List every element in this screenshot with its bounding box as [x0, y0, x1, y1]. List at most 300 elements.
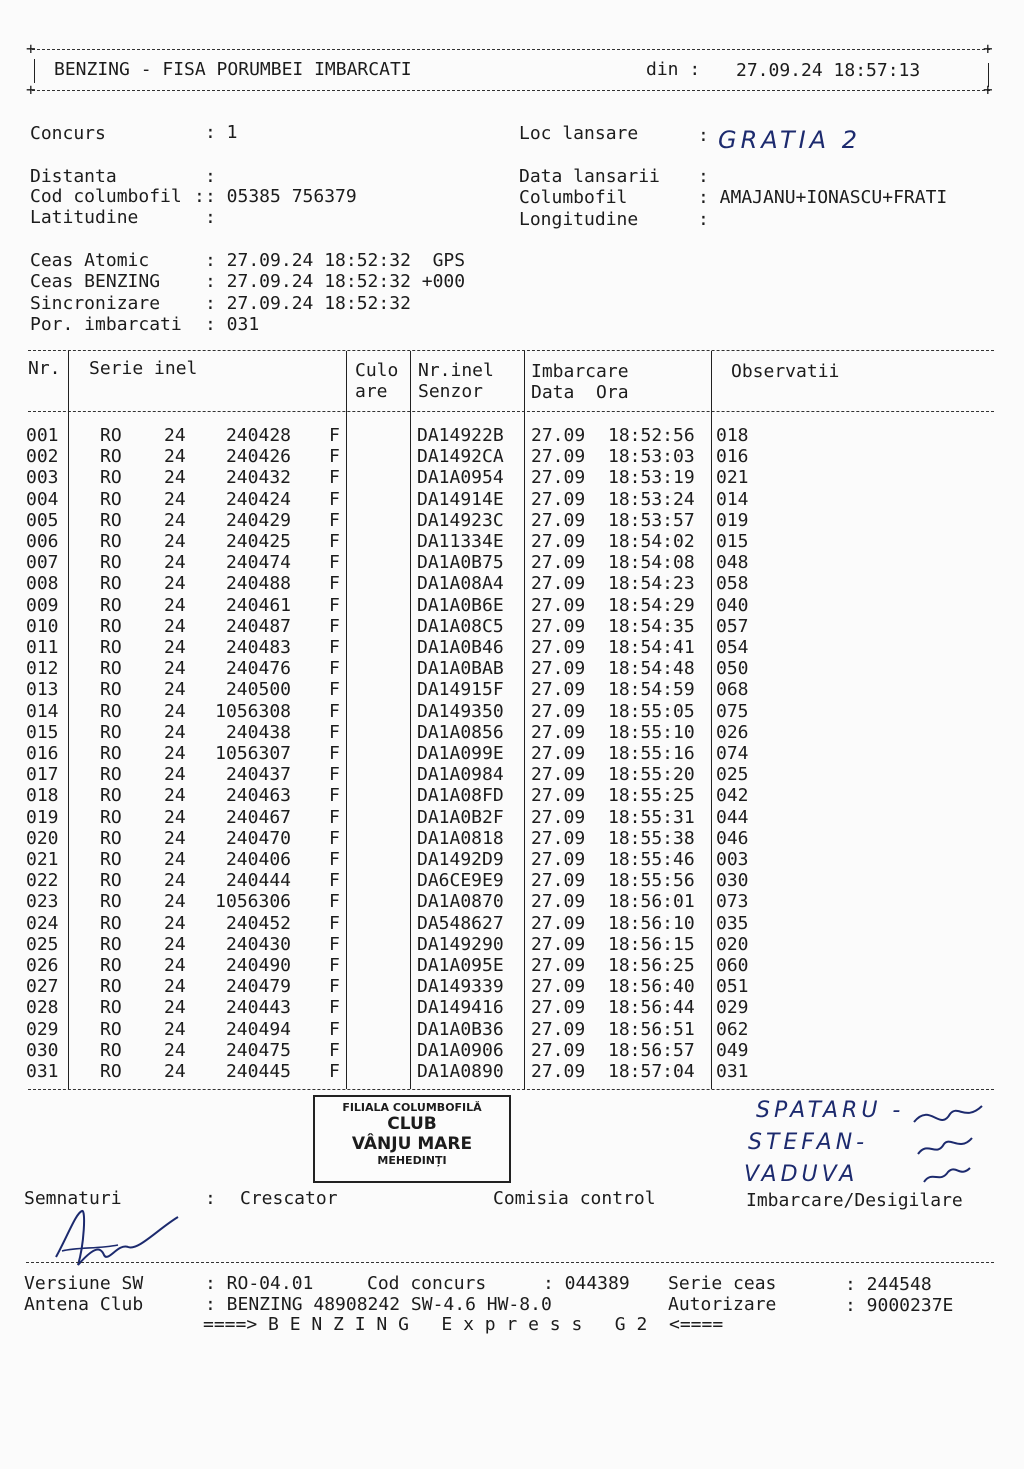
cell-sensor: DA1A0B46	[417, 637, 504, 658]
cell-sensor: DA6CE9E9	[417, 870, 504, 891]
cell-time: 18:55:20	[608, 764, 695, 785]
cell-sensor: DA1A08C5	[417, 616, 504, 637]
header-nr: Nr.	[28, 358, 61, 379]
cell-observatii: 058	[716, 573, 749, 594]
cell-country: RO	[100, 849, 122, 870]
autorizare-label: Autorizare	[668, 1294, 777, 1315]
cell-ring-number: 240470	[225, 828, 291, 849]
cell-time: 18:55:38	[608, 828, 695, 849]
cell-date: 27.09	[531, 870, 586, 891]
cell-observatii: 057	[716, 616, 749, 637]
cell-country: RO	[100, 616, 122, 637]
header-nr-inel: Nr.inel	[418, 360, 494, 381]
cell-nr: 014	[26, 701, 59, 722]
cell-observatii: 025	[716, 764, 749, 785]
cell-sensor: DA1492D9	[417, 849, 504, 870]
cell-country: RO	[100, 828, 122, 849]
cell-year: 24	[164, 510, 186, 531]
cell-sensor: DA149339	[417, 976, 504, 997]
cell-nr: 003	[26, 467, 59, 488]
por-imbarcati-value: : 031	[205, 314, 260, 335]
cell-time: 18:55:25	[608, 785, 695, 806]
cell-year: 24	[164, 955, 186, 976]
cod-concurs-label: Cod concurs	[367, 1273, 487, 1294]
cell-country: RO	[100, 934, 122, 955]
cell-year: 24	[164, 934, 186, 955]
cell-sensor: DA1A0870	[417, 891, 504, 912]
corner-mark: +	[26, 80, 36, 99]
cell-year: 24	[164, 764, 186, 785]
header-observatii: Observatii	[731, 361, 840, 382]
cell-ring-number: 240437	[225, 764, 291, 785]
cell-sensor: DA1A08FD	[417, 785, 504, 806]
cell-ring-number: 240488	[225, 573, 291, 594]
concurs-value: : 1	[205, 122, 238, 143]
serie-ceas-label: Serie ceas	[668, 1273, 777, 1294]
cell-date: 27.09	[531, 679, 586, 700]
cell-country: RO	[100, 489, 122, 510]
cell-observatii: 049	[716, 1040, 749, 1061]
cell-date: 27.09	[531, 828, 586, 849]
cell-year: 24	[164, 743, 186, 764]
cell-country: RO	[100, 467, 122, 488]
cell-sensor: DA11334E	[417, 531, 504, 552]
cell-year: 24	[164, 997, 186, 1018]
cell-sex: F	[329, 955, 340, 976]
header-right-border	[988, 63, 989, 87]
cell-date: 27.09	[531, 616, 586, 637]
cell-date: 27.09	[531, 1019, 586, 1040]
distanta-label: Distanta	[30, 166, 117, 187]
cell-country: RO	[100, 1061, 122, 1082]
cell-time: 18:55:46	[608, 849, 695, 870]
cell-date: 27.09	[531, 764, 586, 785]
cell-sex: F	[329, 828, 340, 849]
cell-nr: 012	[26, 658, 59, 679]
longitudine-label: Longitudine	[519, 209, 639, 230]
cell-sex: F	[329, 489, 340, 510]
sincronizare-label: Sincronizare	[30, 293, 161, 314]
stamp-line-4: MEHEDINȚI	[377, 1154, 447, 1167]
cell-nr: 022	[26, 870, 59, 891]
data-lansarii-value: :	[698, 166, 709, 187]
cell-country: RO	[100, 679, 122, 700]
cell-date: 27.09	[531, 510, 586, 531]
cell-country: RO	[100, 764, 122, 785]
breeder-signature	[48, 1205, 188, 1275]
cell-year: 24	[164, 870, 186, 891]
cell-nr: 031	[26, 1061, 59, 1082]
columbofil-label: Columbofil	[519, 187, 628, 208]
cell-nr: 021	[26, 849, 59, 870]
cell-nr: 016	[26, 743, 59, 764]
cell-sensor: DA1A0906	[417, 1040, 504, 1061]
cell-nr: 007	[26, 552, 59, 573]
cell-time: 18:54:23	[608, 573, 695, 594]
header-senzor: Senzor	[418, 381, 484, 402]
cell-year: 24	[164, 489, 186, 510]
cell-sensor: DA1A08A4	[417, 573, 504, 594]
cell-nr: 029	[26, 1019, 59, 1040]
cell-sex: F	[329, 913, 340, 934]
cell-time: 18:54:29	[608, 595, 695, 616]
cell-time: 18:52:56	[608, 425, 695, 446]
cell-ring-number: 1056308	[215, 701, 291, 722]
cell-sensor: DA1A0890	[417, 1061, 504, 1082]
cell-date: 27.09	[531, 637, 586, 658]
cell-time: 18:56:15	[608, 934, 695, 955]
cell-time: 18:56:57	[608, 1040, 695, 1061]
cell-time: 18:56:25	[608, 955, 695, 976]
ceas-atomic-value: : 27.09.24 18:52:32 GPS	[205, 250, 466, 271]
cell-country: RO	[100, 1040, 122, 1061]
cell-ring-number: 240444	[225, 870, 291, 891]
table-bottom-border	[28, 1089, 994, 1090]
cell-sex: F	[329, 595, 340, 616]
cell-ring-number: 240430	[225, 934, 291, 955]
cell-year: 24	[164, 701, 186, 722]
cell-ring-number: 240474	[225, 552, 291, 573]
concurs-label: Concurs	[30, 123, 106, 144]
cell-date: 27.09	[531, 722, 586, 743]
cell-observatii: 021	[716, 467, 749, 488]
cell-ring-number: 240432	[225, 467, 291, 488]
cell-country: RO	[100, 785, 122, 806]
cell-time: 18:56:10	[608, 913, 695, 934]
cell-country: RO	[100, 743, 122, 764]
cell-time: 18:55:31	[608, 807, 695, 828]
din-value: 27.09.24 18:57:13	[736, 60, 921, 81]
cell-country: RO	[100, 701, 122, 722]
benzing-brand-line: ====> B E N Z I N G E x p r e s s G 2 <====	[203, 1314, 724, 1335]
cell-observatii: 075	[716, 701, 749, 722]
cod-columbofil-value: : 05385 756379	[205, 186, 357, 207]
cell-nr: 019	[26, 807, 59, 828]
header-culoare: Culo	[355, 360, 399, 381]
antena-club-label: Antena Club	[24, 1294, 144, 1315]
cell-ring-number: 240424	[225, 489, 291, 510]
header-serie-inel: Serie inel	[89, 358, 198, 379]
table-header-bottom-border	[28, 411, 994, 412]
cell-ring-number: 240445	[225, 1061, 291, 1082]
cell-date: 27.09	[531, 573, 586, 594]
cell-nr: 001	[26, 425, 59, 446]
cell-observatii: 060	[716, 955, 749, 976]
cell-nr: 005	[26, 510, 59, 531]
cell-country: RO	[100, 807, 122, 828]
cell-sensor: DA14914E	[417, 489, 504, 510]
cell-time: 18:56:44	[608, 997, 695, 1018]
cell-sensor: DA1A0B2F	[417, 807, 504, 828]
cod-columbofil-label: Cod columbofil	[30, 186, 182, 207]
cell-ring-number: 240467	[225, 807, 291, 828]
cell-ring-number: 240429	[225, 510, 291, 531]
cell-sex: F	[329, 934, 340, 955]
cell-date: 27.09	[531, 701, 586, 722]
cell-sensor: DA1A0954	[417, 467, 504, 488]
stamp-line-3: VÂNJU MARE	[351, 1134, 473, 1154]
cell-date: 27.09	[531, 955, 586, 976]
versiune-sw-label: Versiune SW	[24, 1273, 144, 1294]
cell-date: 27.09	[531, 891, 586, 912]
cell-sex: F	[329, 870, 340, 891]
cell-date: 27.09	[531, 1040, 586, 1061]
cell-observatii: 026	[716, 722, 749, 743]
cell-time: 18:53:19	[608, 467, 695, 488]
cell-year: 24	[164, 785, 186, 806]
crescator-label: Crescator	[240, 1188, 338, 1209]
cell-year: 24	[164, 722, 186, 743]
cell-time: 18:54:41	[608, 637, 695, 658]
cell-nr: 013	[26, 679, 59, 700]
cell-year: 24	[164, 595, 186, 616]
handwritten-name-1: SPATARU -	[756, 1098, 905, 1123]
ceas-benzing-label: Ceas BENZING	[30, 271, 161, 292]
cell-observatii: 020	[716, 934, 749, 955]
autorizare-value: : 9000237E	[845, 1295, 954, 1316]
stamp-line-1: FILIALA COLUMBOFILĂ	[342, 1101, 482, 1114]
cell-year: 24	[164, 573, 186, 594]
cell-year: 24	[164, 552, 186, 573]
antena-club-value: : BENZING 48908242 SW-4.6 HW-8.0	[205, 1294, 552, 1315]
cell-nr: 020	[26, 828, 59, 849]
cell-ring-number: 240438	[225, 722, 291, 743]
cell-ring-number: 240426	[225, 446, 291, 467]
cell-sex: F	[329, 997, 340, 1018]
column-separator	[410, 351, 411, 1089]
cell-sensor: DA1A0984	[417, 764, 504, 785]
cell-year: 24	[164, 1019, 186, 1040]
cell-sex: F	[329, 637, 340, 658]
cell-country: RO	[100, 446, 122, 467]
cell-year: 24	[164, 1061, 186, 1082]
cell-time: 18:55:10	[608, 722, 695, 743]
cell-date: 27.09	[531, 807, 586, 828]
cell-date: 27.09	[531, 552, 586, 573]
cell-time: 18:56:01	[608, 891, 695, 912]
cell-ring-number: 1056307	[215, 743, 291, 764]
cell-country: RO	[100, 955, 122, 976]
cell-nr: 017	[26, 764, 59, 785]
club-stamp	[313, 1095, 511, 1183]
header-top-border	[32, 49, 990, 50]
cell-sex: F	[329, 1019, 340, 1040]
cell-time: 18:53:57	[608, 510, 695, 531]
cell-ring-number: 240483	[225, 637, 291, 658]
cell-date: 27.09	[531, 913, 586, 934]
cell-date: 27.09	[531, 976, 586, 997]
cell-year: 24	[164, 467, 186, 488]
table-top-border	[28, 350, 994, 351]
cell-sensor: DA1A0BAB	[417, 658, 504, 679]
cell-observatii: 042	[716, 785, 749, 806]
cell-observatii: 030	[716, 870, 749, 891]
cell-sex: F	[329, 658, 340, 679]
cell-sensor: DA548627	[417, 913, 504, 934]
cell-observatii: 016	[716, 446, 749, 467]
cell-sensor: DA1A0856	[417, 722, 504, 743]
cell-date: 27.09	[531, 489, 586, 510]
cell-nr: 025	[26, 934, 59, 955]
cell-sensor: DA1A099E	[417, 743, 504, 764]
cell-year: 24	[164, 425, 186, 446]
cell-observatii: 014	[716, 489, 749, 510]
cell-sensor: DA1A0B6E	[417, 595, 504, 616]
din-label: din :	[646, 59, 701, 80]
handwritten-name-3: VADUVA	[744, 1162, 859, 1187]
cell-sex: F	[329, 976, 340, 997]
cell-sex: F	[329, 616, 340, 637]
cell-ring-number: 1056306	[215, 891, 291, 912]
handwritten-initials	[910, 1092, 990, 1187]
cell-nr: 004	[26, 489, 59, 510]
latitudine-value: :	[205, 207, 216, 228]
cell-sensor: DA14915F	[417, 679, 504, 700]
cell-country: RO	[100, 658, 122, 679]
cell-year: 24	[164, 976, 186, 997]
cell-sex: F	[329, 1040, 340, 1061]
sincronizare-value: : 27.09.24 18:52:32	[205, 293, 411, 314]
cell-sex: F	[329, 701, 340, 722]
cell-sensor: DA14922B	[417, 425, 504, 446]
semnaturi-label: Semnaturi	[24, 1188, 122, 1209]
cell-nr: 028	[26, 997, 59, 1018]
cell-time: 18:53:24	[608, 489, 695, 510]
cell-country: RO	[100, 573, 122, 594]
cell-observatii: 068	[716, 679, 749, 700]
document-title: BENZING - FISA PORUMBEI IMBARCATI	[54, 59, 412, 80]
corner-mark: +	[983, 39, 993, 58]
columbofil-value: : AMAJANU+IONASCU+FRATI	[698, 187, 948, 208]
cell-country: RO	[100, 425, 122, 446]
corner-mark: +	[983, 80, 993, 99]
cod-concurs-value: : 044389	[543, 1273, 630, 1294]
cell-nr: 026	[26, 955, 59, 976]
cell-sex: F	[329, 722, 340, 743]
cell-nr: 024	[26, 913, 59, 934]
cell-country: RO	[100, 1019, 122, 1040]
cell-date: 27.09	[531, 595, 586, 616]
cell-sex: F	[329, 467, 340, 488]
cell-year: 24	[164, 531, 186, 552]
cell-year: 24	[164, 679, 186, 700]
cell-sex: F	[329, 425, 340, 446]
cell-ring-number: 240479	[225, 976, 291, 997]
cell-observatii: 019	[716, 510, 749, 531]
cell-sex: F	[329, 510, 340, 531]
cell-observatii: 050	[716, 658, 749, 679]
header-culoare-2: are	[355, 381, 388, 402]
cell-country: RO	[100, 552, 122, 573]
cell-ring-number: 240463	[225, 785, 291, 806]
cell-nr: 023	[26, 891, 59, 912]
cell-ring-number: 240487	[225, 616, 291, 637]
imbarcare-desigilare-label: Imbarcare/Desigilare	[746, 1190, 963, 1211]
cell-year: 24	[164, 828, 186, 849]
cell-time: 18:57:04	[608, 1061, 695, 1082]
header-bottom-border	[32, 90, 990, 91]
cell-observatii: 062	[716, 1019, 749, 1040]
cell-time: 18:56:40	[608, 976, 695, 997]
loc-lansare-handwritten: GRATIA 2	[718, 126, 861, 154]
versiune-sw-value: : RO-04.01	[205, 1273, 314, 1294]
column-separator	[524, 351, 525, 1089]
ceas-atomic-label: Ceas Atomic	[30, 250, 150, 271]
column-separator	[711, 351, 712, 1089]
cell-sensor: DA1A095E	[417, 955, 504, 976]
cell-country: RO	[100, 510, 122, 531]
cell-ring-number: 240443	[225, 997, 291, 1018]
header-left-border	[34, 59, 35, 83]
cell-sex: F	[329, 552, 340, 573]
cell-sex: F	[329, 573, 340, 594]
cell-sensor: DA1A0B36	[417, 1019, 504, 1040]
corner-mark: +	[26, 39, 36, 58]
cell-ring-number: 240476	[225, 658, 291, 679]
cell-time: 18:54:48	[608, 658, 695, 679]
cell-observatii: 018	[716, 425, 749, 446]
cell-observatii: 031	[716, 1061, 749, 1082]
cell-sensor: DA1492CA	[417, 446, 504, 467]
cell-observatii: 046	[716, 828, 749, 849]
cell-time: 18:55:05	[608, 701, 695, 722]
cell-country: RO	[100, 891, 122, 912]
cell-nr: 030	[26, 1040, 59, 1061]
cell-country: RO	[100, 595, 122, 616]
cell-date: 27.09	[531, 785, 586, 806]
cell-observatii: 074	[716, 743, 749, 764]
serie-ceas-value: : 244548	[845, 1274, 932, 1295]
cell-time: 18:56:51	[608, 1019, 695, 1040]
cell-sex: F	[329, 531, 340, 552]
cell-sensor: DA149350	[417, 701, 504, 722]
distanta-value: :	[205, 166, 216, 187]
cell-sensor: DA1A0B75	[417, 552, 504, 573]
cell-year: 24	[164, 807, 186, 828]
cell-country: RO	[100, 870, 122, 891]
cell-ring-number: 240490	[225, 955, 291, 976]
cell-observatii: 029	[716, 997, 749, 1018]
cell-ring-number: 240494	[225, 1019, 291, 1040]
cell-nr: 006	[26, 531, 59, 552]
cell-country: RO	[100, 637, 122, 658]
cell-year: 24	[164, 891, 186, 912]
semnaturi-sep: :	[205, 1188, 216, 1209]
cell-time: 18:54:59	[608, 679, 695, 700]
cell-observatii: 003	[716, 849, 749, 870]
cell-sex: F	[329, 446, 340, 467]
cell-observatii: 051	[716, 976, 749, 997]
cell-sex: F	[329, 785, 340, 806]
cell-ring-number: 240500	[225, 679, 291, 700]
cell-nr: 011	[26, 637, 59, 658]
cell-time: 18:54:35	[608, 616, 695, 637]
header-imbarcare: Imbarcare	[531, 361, 629, 382]
cell-sex: F	[329, 764, 340, 785]
cell-sensor: DA14923C	[417, 510, 504, 531]
ceas-benzing-value: : 27.09.24 18:52:32 +000	[205, 271, 466, 292]
cell-date: 27.09	[531, 849, 586, 870]
cell-nr: 018	[26, 785, 59, 806]
cell-year: 24	[164, 446, 186, 467]
handwritten-name-2: STEFAN-	[748, 1130, 869, 1155]
cell-country: RO	[100, 722, 122, 743]
cell-observatii: 015	[716, 531, 749, 552]
cell-date: 27.09	[531, 531, 586, 552]
cell-ring-number: 240406	[225, 849, 291, 870]
cell-date: 27.09	[531, 1061, 586, 1082]
cell-time: 18:54:02	[608, 531, 695, 552]
